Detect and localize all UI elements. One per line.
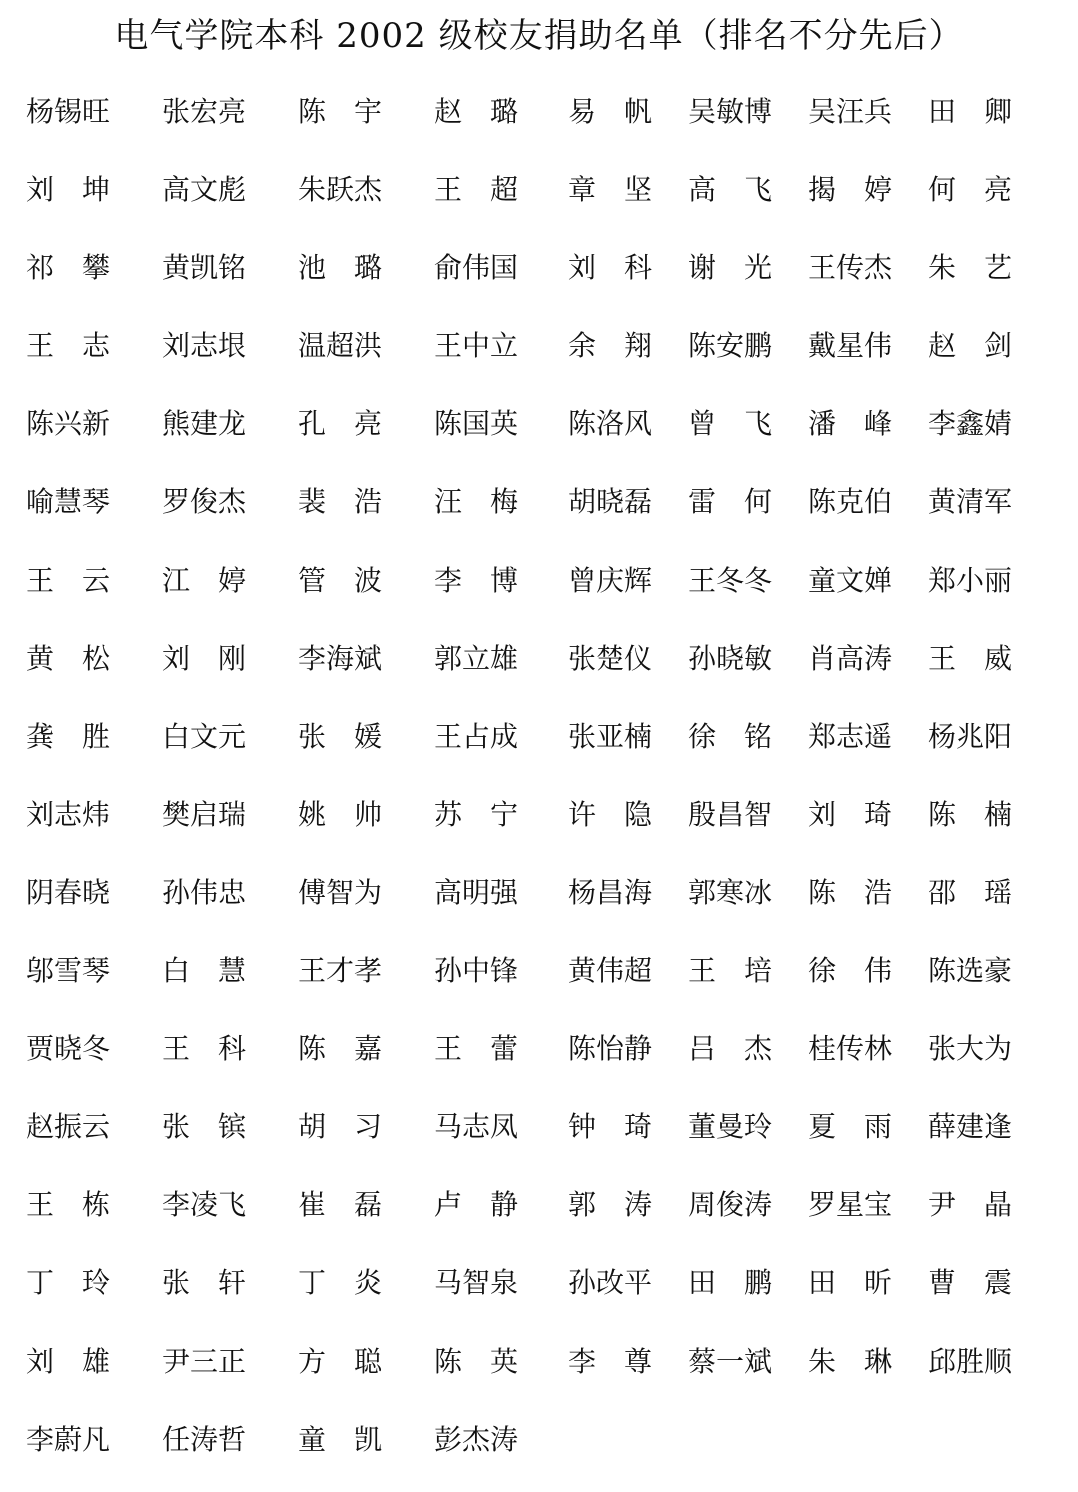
- donor-name: 朱 艺: [928, 251, 1013, 285]
- name-row: [26, 867, 1066, 945]
- donor-name: 张大为: [928, 1032, 1013, 1066]
- donor-name: 潘 峰: [808, 407, 893, 441]
- donor-name: 田 卿: [928, 95, 1013, 128]
- donor-name: 赵 璐: [434, 95, 519, 128]
- donor-name: 阴春晓: [26, 875, 111, 909]
- donor-name: 王冬冬: [688, 563, 773, 597]
- donor-name: 温超洪: [298, 329, 383, 363]
- donor-name: 余 翔: [568, 329, 653, 363]
- name-row: [26, 711, 1066, 789]
- name-row: [26, 320, 1066, 398]
- donor-name: 俞伟国: [434, 251, 519, 285]
- donor-name: 尹三正: [162, 1344, 247, 1378]
- donor-name: 汪 梅: [434, 485, 519, 519]
- donor-name: 雷 何: [688, 485, 773, 519]
- name-row: [26, 1101, 1066, 1179]
- donor-name: 尹 晶: [928, 1188, 1013, 1222]
- donor-name: 童文婵: [808, 563, 893, 597]
- donor-name: 王 蕾: [434, 1032, 519, 1066]
- donor-name: 彭杰涛: [434, 1422, 519, 1456]
- donor-name: 童 凯: [298, 1422, 383, 1456]
- donor-name: 喻慧琴: [26, 485, 111, 519]
- donor-name: 胡 习: [298, 1110, 383, 1144]
- donor-name: 马智泉: [434, 1266, 519, 1300]
- donor-name: 丁 玲: [26, 1266, 111, 1300]
- donor-name: 李海斌: [298, 641, 383, 675]
- donor-name: 李蔚凡: [26, 1422, 111, 1456]
- donor-name: 丁 炎: [298, 1266, 383, 1300]
- name-row: [26, 789, 1066, 867]
- donor-name: 孙晓敏: [688, 641, 773, 675]
- donor-name: 章 坚: [568, 173, 653, 207]
- donor-name: 张 媛: [298, 719, 383, 753]
- donor-name: 黄凯铭: [162, 251, 247, 285]
- donor-name: 徐 铭: [688, 719, 773, 753]
- donor-name: 何 亮: [928, 173, 1013, 207]
- donor-name: 崔 磊: [298, 1188, 383, 1222]
- donor-name: 王才孝: [298, 954, 383, 988]
- donor-name: 陈怡静: [568, 1032, 653, 1066]
- donor-name: 肖高涛: [808, 641, 893, 675]
- donor-name: 王中立: [434, 329, 519, 363]
- name-row: [26, 945, 1066, 1023]
- donor-name: 朱跃杰: [298, 173, 383, 207]
- donor-name: 王 志: [26, 329, 111, 363]
- donor-name: 江 婷: [162, 563, 247, 597]
- name-row: [26, 86, 1066, 164]
- donor-name: 田 昕: [808, 1266, 893, 1300]
- donor-name: 王传杰: [808, 251, 893, 285]
- donor-name: 许 隐: [568, 797, 653, 831]
- name-row: [26, 398, 1066, 476]
- donor-name: 杨兆阳: [928, 719, 1013, 753]
- donor-name: 陈 宇: [298, 95, 383, 128]
- donor-name: 桂传林: [808, 1032, 893, 1066]
- donor-name: 刘 琦: [808, 797, 893, 831]
- donor-name: 曹 震: [928, 1266, 1013, 1300]
- donor-name: 邱胜顺: [928, 1344, 1013, 1378]
- name-row: [26, 633, 1066, 711]
- donor-name: 管 波: [298, 563, 383, 597]
- donor-name: 郭寒冰: [688, 875, 773, 909]
- donor-name: 刘志垠: [162, 329, 247, 363]
- donor-name: 董曼玲: [688, 1110, 773, 1144]
- donor-name: 陈选豪: [928, 954, 1013, 988]
- donor-name: 郭 涛: [568, 1188, 653, 1222]
- donor-name: 王 超: [434, 173, 519, 207]
- donor-name: 赵 剑: [928, 329, 1013, 363]
- donor-name: 王 云: [26, 563, 111, 597]
- donor-name: 杨昌海: [568, 875, 653, 909]
- donor-name: 钟 琦: [568, 1110, 653, 1144]
- donor-name: 李凌飞: [162, 1188, 247, 1222]
- donor-name: 张宏亮: [162, 95, 247, 128]
- donor-name: 邵 瑶: [928, 875, 1013, 909]
- donor-name: 高明强: [434, 875, 519, 909]
- donor-name: 陈克伯: [808, 485, 893, 519]
- donor-name: 苏 宁: [434, 797, 519, 831]
- page-title: 电气学院本科 2002 级校友捐助名单（排名不分先后）: [114, 16, 964, 56]
- donor-name: 张楚仪: [568, 641, 653, 675]
- name-row: [26, 164, 1066, 242]
- donor-name: 贾晓冬: [26, 1032, 111, 1066]
- donor-name: 李 尊: [568, 1344, 653, 1378]
- donor-name: 郭立雄: [434, 641, 519, 675]
- donor-name: 薛建逢: [928, 1110, 1013, 1144]
- donor-name: 高文彪: [162, 173, 247, 207]
- donor-name: 张 镔: [162, 1110, 247, 1144]
- donor-name: 高 飞: [688, 173, 773, 207]
- donor-name: 方 聪: [298, 1344, 383, 1378]
- donor-name: 吴汪兵: [808, 95, 893, 128]
- donor-name: 刘 科: [568, 251, 653, 285]
- donor-name: 夏 雨: [808, 1110, 893, 1144]
- name-row: [26, 476, 1066, 554]
- donor-name: 李 博: [434, 563, 519, 597]
- donor-name: 罗俊杰: [162, 485, 247, 519]
- donor-name: 王 威: [928, 641, 1013, 675]
- donor-name: 孔 亮: [298, 407, 383, 441]
- donor-name: 刘志炜: [26, 797, 111, 831]
- donor-name: 陈 浩: [808, 875, 893, 909]
- name-row: [26, 1023, 1066, 1101]
- donor-name: 曾庆辉: [568, 563, 653, 597]
- donor-name: 黄 松: [26, 641, 111, 675]
- donor-name: 揭 婷: [808, 173, 893, 207]
- donor-name: 张 轩: [162, 1266, 247, 1300]
- donor-name: 田 鹏: [688, 1266, 773, 1300]
- donor-name: 池 璐: [298, 251, 383, 285]
- donor-name: 朱 琳: [808, 1344, 893, 1378]
- donor-name: 陈 楠: [928, 797, 1013, 831]
- name-row: [26, 1336, 1066, 1414]
- donor-name: 王 科: [162, 1032, 247, 1066]
- donor-name: 祁 攀: [26, 251, 111, 285]
- donor-name: 王 栋: [26, 1188, 111, 1222]
- name-row: [26, 242, 1066, 320]
- donor-name: 白 慧: [162, 954, 247, 988]
- donor-name: 任涛哲: [162, 1422, 247, 1456]
- donor-name: 熊建龙: [162, 407, 247, 441]
- donor-name: 王占成: [434, 719, 519, 753]
- donor-name: 孙改平: [568, 1266, 653, 1300]
- name-row: [26, 1414, 1066, 1492]
- donor-name: 罗星宝: [808, 1188, 893, 1222]
- name-row: [26, 1179, 1066, 1257]
- donor-name: 马志凤: [434, 1110, 519, 1144]
- donor-name: 黄伟超: [568, 954, 653, 988]
- donor-name: 杨锡旺: [26, 95, 111, 128]
- donor-name: 郑志遥: [808, 719, 893, 753]
- donor-name: 陈兴新: [26, 407, 111, 441]
- donor-name: 孙伟忠: [162, 875, 247, 909]
- donor-name: 刘 雄: [26, 1344, 111, 1378]
- donor-name: 刘 坤: [26, 173, 111, 207]
- donor-name: 周俊涛: [688, 1188, 773, 1222]
- donor-name: 陈洛风: [568, 407, 653, 441]
- donor-name: 邬雪琴: [26, 954, 111, 988]
- donor-name: 蔡一斌: [688, 1344, 773, 1378]
- donor-name: 易 帆: [568, 95, 653, 128]
- donor-name: 陈 嘉: [298, 1032, 383, 1066]
- donor-name: 殷昌智: [688, 797, 773, 831]
- donor-name: 李鑫婧: [928, 407, 1013, 441]
- donor-name: 傅智为: [298, 875, 383, 909]
- donor-name: 王 培: [688, 954, 773, 988]
- donor-name: 曾 飞: [688, 407, 773, 441]
- donor-name: 张亚楠: [568, 719, 653, 753]
- name-row: [26, 555, 1066, 633]
- donor-name: 赵振云: [26, 1110, 111, 1144]
- donor-name: 陈国英: [434, 407, 519, 441]
- donor-name: 吕 杰: [688, 1032, 773, 1066]
- donor-name: 裴 浩: [298, 485, 383, 519]
- donor-name: 胡晓磊: [568, 485, 653, 519]
- donor-name: 黄清军: [928, 485, 1013, 519]
- name-row: [26, 1257, 1066, 1335]
- donor-name: 卢 静: [434, 1188, 519, 1222]
- donor-name: 刘 刚: [162, 641, 247, 675]
- donor-name: 陈 英: [434, 1344, 519, 1378]
- donor-name-list: [26, 86, 1066, 1492]
- donor-name: 郑小丽: [928, 563, 1013, 597]
- donor-name: 谢 光: [688, 251, 773, 285]
- donor-name: 戴星伟: [808, 329, 893, 363]
- donor-name: 陈安鹏: [688, 329, 773, 363]
- donor-name: 姚 帅: [298, 797, 383, 831]
- donor-name: 樊启瑞: [162, 797, 247, 831]
- donor-name: 龚 胜: [26, 719, 111, 753]
- donor-name: 徐 伟: [808, 954, 893, 988]
- donor-name: 吴敏博: [688, 95, 773, 128]
- donor-name: 孙中锋: [434, 954, 519, 988]
- donor-name: 白文元: [162, 719, 247, 753]
